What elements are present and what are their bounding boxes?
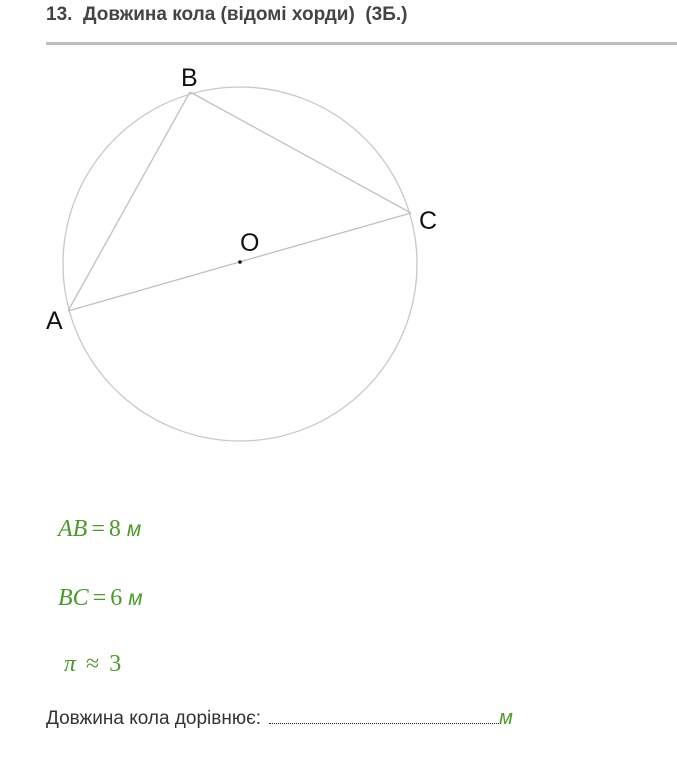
given-value: 8 xyxy=(108,516,121,542)
answer-input-blank[interactable] xyxy=(269,709,499,724)
given-value: 6 xyxy=(110,585,123,611)
given-unit: м xyxy=(128,587,143,610)
label-a: A xyxy=(46,307,63,335)
given-ab xyxy=(46,489,141,543)
label-o: O xyxy=(240,229,260,257)
answer-unit: м xyxy=(499,707,513,729)
given-var: π xyxy=(64,651,77,677)
answer-line xyxy=(46,707,513,730)
label-b: B xyxy=(181,64,198,92)
circle xyxy=(63,87,417,441)
given-op: ≈ xyxy=(86,651,100,677)
center-point-o xyxy=(238,260,242,264)
given-value: 3 xyxy=(109,651,122,677)
given-op: = xyxy=(92,585,107,611)
given-var: BC xyxy=(58,585,89,611)
given-var: AB xyxy=(58,516,88,542)
chord-ab xyxy=(68,92,190,311)
given-bc xyxy=(46,558,143,612)
given-unit: м xyxy=(126,518,142,541)
label-c: C xyxy=(419,207,438,235)
task-title: 13. Довжина кола (відомі хорди) (3Б.) xyxy=(46,4,408,25)
given-pi xyxy=(52,624,121,678)
circle-figure xyxy=(0,50,677,460)
answer-label: Довжина кола дорівнює: xyxy=(46,708,262,729)
given-op: = xyxy=(91,516,105,542)
title-divider xyxy=(46,42,677,45)
